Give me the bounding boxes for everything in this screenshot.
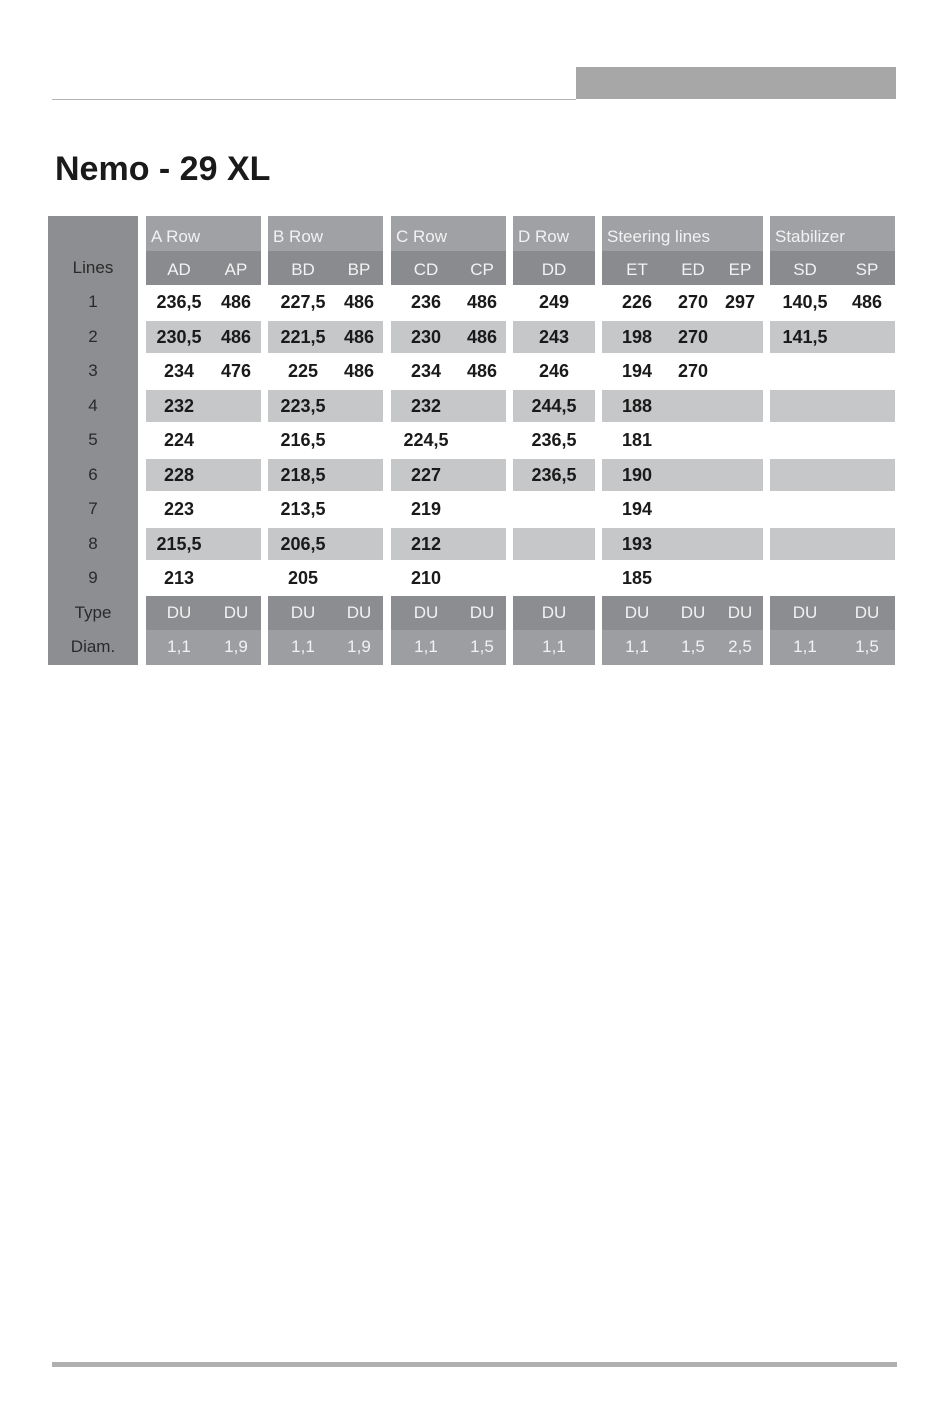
- diam-value: 2,5: [728, 637, 752, 656]
- group-header: Steering lines: [607, 227, 711, 246]
- row-group: [146, 216, 261, 665]
- column-header: CD: [413, 259, 439, 279]
- type-value: DU: [541, 602, 567, 622]
- column-header: AP: [224, 259, 248, 279]
- line-number: 5: [88, 430, 98, 449]
- length-value: 219: [410, 499, 442, 519]
- length-value: 218,5: [280, 464, 326, 485]
- line-number: 9: [88, 568, 98, 587]
- length-value: 221,5: [280, 326, 326, 347]
- line-number: 7: [88, 499, 98, 518]
- group-header: D Row: [518, 227, 570, 246]
- length-value: 236: [410, 292, 442, 312]
- page-title: Nemo - 29 XL: [55, 150, 271, 188]
- line-number: 4: [88, 395, 98, 415]
- diam-value: 1,9: [347, 637, 371, 656]
- line-number: 8: [88, 533, 98, 553]
- diam-value: 1,1: [793, 637, 817, 656]
- column-header: BP: [347, 259, 371, 279]
- column-header: ED: [681, 259, 705, 279]
- row-stripe: [770, 528, 895, 561]
- footer-rule: [52, 1362, 897, 1367]
- diam-value: 1,5: [855, 637, 879, 656]
- length-value: 486: [466, 292, 498, 312]
- length-value: 140,5: [782, 292, 828, 312]
- length-value: 223: [163, 499, 195, 519]
- type-value: DU: [792, 602, 818, 622]
- length-value: 224: [163, 430, 195, 450]
- length-value: 223,5: [280, 395, 326, 416]
- column-header: BD: [291, 259, 315, 279]
- type-value: DU: [413, 602, 439, 622]
- length-value: 476: [220, 361, 252, 381]
- column-header: ET: [626, 259, 648, 279]
- length-value: 190: [621, 464, 653, 485]
- type-value: DU: [223, 602, 249, 622]
- length-value: 213: [163, 568, 195, 588]
- length-value: 215,5: [156, 533, 202, 554]
- type-value: DU: [680, 602, 706, 622]
- length-value: 206,5: [280, 533, 326, 554]
- diam-value: 1,1: [625, 637, 649, 656]
- length-value: 205: [287, 568, 319, 588]
- diam-value: 1,1: [542, 637, 566, 656]
- length-value: 194: [621, 499, 653, 519]
- lines-column: [48, 216, 138, 665]
- diam-value: 1,1: [291, 637, 315, 656]
- length-value: 210: [410, 568, 442, 588]
- length-value: 141,5: [782, 326, 828, 347]
- line-number: 3: [88, 361, 98, 380]
- column-header: AD: [167, 259, 191, 279]
- group-header: Stabilizer: [775, 227, 845, 246]
- line-number: 2: [88, 326, 98, 346]
- length-value: 224,5: [403, 430, 449, 450]
- length-value: 486: [343, 361, 375, 381]
- type-value: DU: [469, 602, 495, 622]
- diam-value: 1,9: [224, 637, 248, 656]
- length-value: 230: [410, 326, 442, 347]
- length-value: 486: [220, 326, 252, 347]
- group-header: B Row: [273, 227, 324, 246]
- length-value: 486: [343, 292, 375, 312]
- length-value: 227,5: [280, 292, 326, 312]
- lines-header: Lines: [72, 257, 114, 277]
- type-label: Type: [74, 602, 112, 622]
- length-value: 270: [677, 326, 709, 347]
- length-value: 228: [163, 464, 195, 485]
- length-value: 234: [410, 361, 442, 381]
- length-value: 213,5: [280, 499, 326, 519]
- row-stripe: [770, 390, 895, 423]
- column-header: SD: [793, 259, 817, 279]
- type-value: DU: [166, 602, 192, 622]
- length-value: 486: [466, 326, 498, 347]
- length-value: 486: [220, 292, 252, 312]
- diam-value: 1,5: [470, 637, 494, 656]
- length-value: 226: [621, 292, 653, 312]
- length-value: 230,5: [156, 326, 202, 347]
- row-group: [602, 216, 763, 665]
- length-value: 270: [677, 292, 709, 312]
- column-header: EP: [728, 259, 752, 279]
- length-value: 234: [163, 361, 195, 381]
- length-value: 486: [851, 292, 883, 312]
- length-value: 249: [538, 292, 570, 312]
- row-group: [513, 216, 595, 665]
- header-tab-bar: [576, 67, 896, 99]
- row-stripe: [770, 459, 895, 492]
- length-value: 232: [410, 395, 442, 416]
- type-value: DU: [290, 602, 316, 622]
- header-rule: [52, 99, 576, 100]
- diam-value: 1,1: [414, 637, 438, 656]
- length-value: 297: [724, 292, 756, 312]
- column-header: DD: [541, 259, 567, 279]
- length-value: 486: [466, 361, 498, 381]
- length-value: 216,5: [280, 430, 326, 450]
- length-value: 232: [163, 395, 195, 416]
- group-header: A Row: [151, 227, 201, 246]
- row-group: [268, 216, 383, 665]
- group-header: C Row: [396, 227, 448, 246]
- length-value: 246: [538, 361, 570, 381]
- length-value: 236,5: [531, 430, 577, 450]
- type-value: DU: [624, 602, 650, 622]
- length-value: 270: [677, 361, 709, 381]
- length-value: 486: [343, 326, 375, 347]
- column-header: CP: [470, 259, 494, 279]
- row-group: [770, 216, 895, 665]
- length-value: 236,5: [531, 464, 577, 485]
- length-value: 193: [621, 533, 653, 554]
- length-value: 185: [621, 568, 653, 588]
- length-value: 181: [621, 430, 653, 450]
- diam-label: Diam.: [70, 637, 116, 656]
- length-value: 212: [410, 533, 442, 554]
- length-value: 225: [287, 361, 319, 381]
- row-stripe: [513, 528, 595, 561]
- type-value: DU: [854, 602, 880, 622]
- line-number: 1: [88, 292, 98, 311]
- type-value: DU: [346, 602, 372, 622]
- diam-value: 1,1: [167, 637, 191, 656]
- column-header: SP: [855, 259, 879, 279]
- length-value: 194: [621, 361, 653, 381]
- row-group: [391, 216, 506, 665]
- type-value: DU: [727, 602, 753, 622]
- length-value: 236,5: [156, 292, 202, 312]
- length-value: 243: [538, 326, 570, 347]
- length-value: 227: [410, 464, 442, 485]
- diam-value: 1,5: [681, 637, 705, 656]
- length-value: 244,5: [531, 395, 577, 416]
- line-number: 6: [88, 464, 98, 484]
- length-value: 188: [621, 395, 653, 416]
- length-value: 198: [621, 326, 653, 347]
